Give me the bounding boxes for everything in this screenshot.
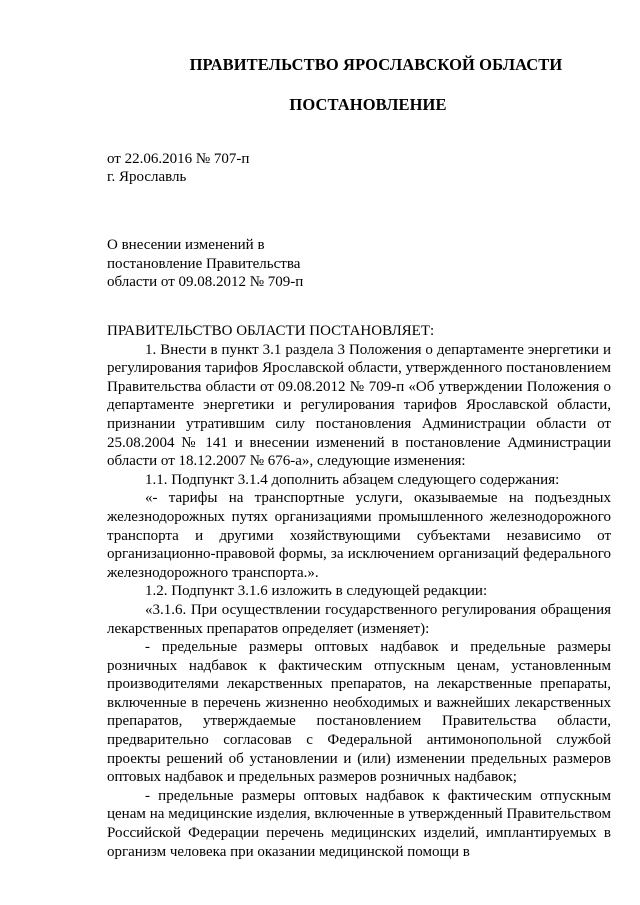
paragraph-1-2-a: - предельные размеры оптовых надбавок и предельные размеры розничных надбавок к фактическим отпускным ценам, установленным производителями лекарственных препаратов, на лекарственные препараты, включенные в перечень жизненно необходимых и важнейших лекарственных препаратов, утверждаемые постановлением Правительства области, предварительно согласовав с Федеральной антимонопольной службой проекты решений об установлении и (или) изменении предельных размеров оптовых надбавок и предельных размеров розничных надбавок; bbox=[107, 639, 611, 786]
document-subject bbox=[107, 236, 407, 292]
city: г. Ярославль bbox=[107, 169, 187, 185]
paragraph-1-2: 1.2. Подпункт 3.1.6 изложить в следующей редакции: bbox=[145, 583, 488, 600]
document-type-title: ПОСТАНОВЛЕНИЕ bbox=[289, 95, 447, 114]
subject-line: области от 09.08.2012 № 709-п bbox=[107, 274, 304, 291]
subject-line: постановление Правительства bbox=[107, 255, 301, 272]
organization-title: ПРАВИТЕЛЬСТВО ЯРОСЛАВСКОЙ ОБЛАСТИ bbox=[189, 55, 563, 74]
paragraph-1: 1. Внести в пункт 3.1 раздела 3 Положения о департаменте энергетики и регулирования тарифов Ярославской области, утвержденного постановлением Правительства области от 09.08.2012 № 709-п «Об утверждении Положения о департаменте энергетики и регулирования тарифов Ярославской области, признании утратившим силу постановления Администрации области от 25.08.2004 № 141 и внесении изменений в постановление Администрации области от 18.12.2007 № 676-а», следующие изменения: bbox=[107, 341, 611, 470]
paragraph-1-1-text: «- тарифы на транспортные услуги, оказываемые на подъездных железнодорожных путях организациями промышленного железнодорожного транспорта и другими хозяйствующими субъектами независимо от организационно-правовой формы, за исключением организаций федерального железнодорожного транспорта.». bbox=[107, 490, 611, 581]
date-number: от 22.06.2016 № 707-п bbox=[107, 151, 250, 167]
document-body bbox=[107, 322, 611, 861]
paragraph-1-2-text: «3.1.6. При осуществлении государственного регулирования обращения лекарственных препаратов определяет (изменяет): bbox=[107, 601, 611, 637]
paragraph-1-1: 1.1. Подпункт 3.1.4 дополнить абзацем следующего содержания: bbox=[145, 471, 560, 488]
preamble: ПРАВИТЕЛЬСТВО ОБЛАСТИ ПОСТАНОВЛЯЕТ: bbox=[107, 323, 435, 339]
paragraph-1-2-b: - предельные размеры оптовых надбавок к фактическим отпускным ценам на медицинские изделия, включенные в утвержденный Правительством Российской Федерации перечень медицинских изделий, имплантируемых в организм человека при оказании медицинской помощи в bbox=[107, 787, 611, 860]
subject-line: О внесении изменений в bbox=[107, 237, 265, 253]
